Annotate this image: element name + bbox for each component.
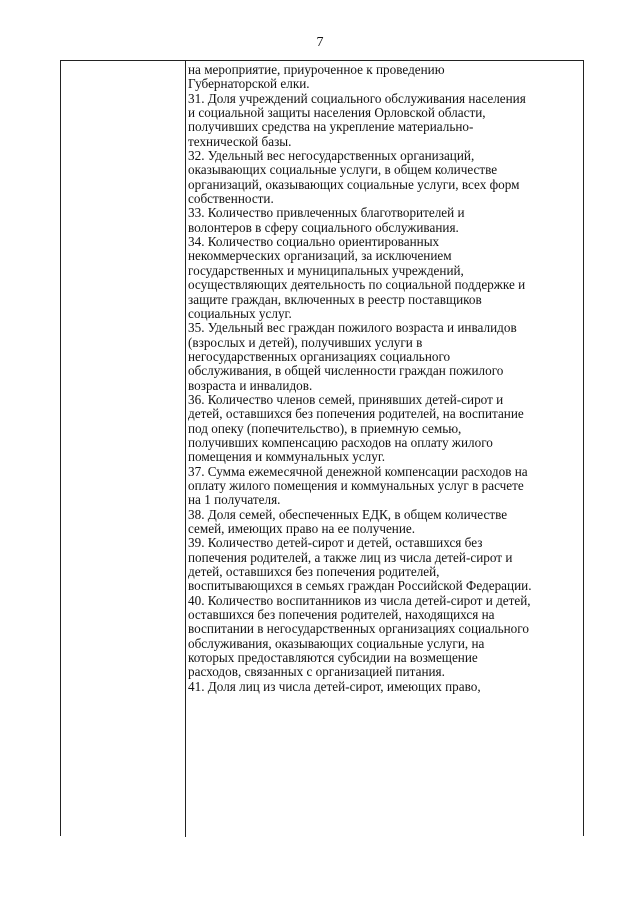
text-line: получивших средства на укрепление материально- <box>188 119 474 135</box>
text-line: возраста и инвалидов. <box>188 377 313 393</box>
text-line: негосударственных организациях социального <box>188 348 451 364</box>
text-line: организаций, оказывающих социальные услуги, всех форм <box>188 176 520 192</box>
text-line: 31. Доля учреждений социального обслуживания населения <box>188 90 526 106</box>
text-line: оказывающих социальные услуги, в общем количестве <box>188 162 498 178</box>
text-line: детей, оставшихся без попечения родителей, на воспитание <box>188 406 524 422</box>
text-line: 37. Сумма ежемесячной денежной компенсации расходов на <box>188 463 528 479</box>
text-line: социальных услуг. <box>188 305 292 321</box>
text-line: 36. Количество членов семей, принявших детей-сирот и <box>188 391 504 407</box>
text-line: 35. Удельный вес граждан пожилого возраста и инвалидов <box>188 320 517 336</box>
text-line: некоммерческих организаций, за исключением <box>188 248 452 264</box>
column-divider <box>185 61 186 837</box>
text-line: осуществляющих деятельность по социальной поддержке и <box>188 277 526 293</box>
text-line: расходов, связанных с организацией питания. <box>188 664 445 680</box>
text-line: Губернаторской елки. <box>188 76 310 92</box>
text-line: 33. Количество привлеченных благотворителей и <box>188 205 465 221</box>
text-line: на мероприятие, приуроченное к проведению <box>188 62 445 77</box>
text-line: 40. Количество воспитанников из числа детей-сирот и детей, <box>188 592 531 608</box>
text-line: детей, оставшихся без попечения родителей, <box>188 564 440 580</box>
text-line: оплату жилого помещения и коммунальных услуг в расчете <box>188 477 524 493</box>
page-number: 7 <box>316 35 324 50</box>
text-line: семей, имеющих право на ее получение. <box>188 521 416 536</box>
text-line: обслуживания, оказывающих социальные услуги, на <box>188 635 485 651</box>
text-line: волонтеров в сферу социального обслуживания. <box>188 219 459 235</box>
text-line: защите граждан, включенных в реестр поставщиков <box>188 291 482 307</box>
text-line: 34. Количество социально ориентированных <box>188 234 440 250</box>
text-line: воспитании в негосударственных организациях социального <box>188 621 529 637</box>
text-line: под опеку (попечительство), в приемную семью, <box>188 420 462 436</box>
text-line: 39. Количество детей-сирот и детей, оставшихся без <box>188 535 483 551</box>
text-line: 41. Доля лиц из числа детей-сирот, имеющих право, <box>188 678 481 694</box>
text-line: государственных и муниципальных учреждений, <box>188 262 464 278</box>
text-line: получивших компенсацию расходов на оплату жилого <box>188 434 493 450</box>
text-line: (взрослых и детей), получивших услуги в <box>188 334 423 350</box>
text-line: которых предоставляются субсидии на возмещение <box>188 650 478 666</box>
indicator-list <box>188 63 584 694</box>
text-line: помещения и коммунальных услуг. <box>188 449 386 465</box>
document-table <box>60 60 584 836</box>
text-line: попечения родителей, а также лиц из числа детей-сирот и <box>188 549 513 565</box>
text-line: обслуживания, в общей численности граждан пожилого <box>188 363 504 379</box>
text-line: 32. Удельный вес негосударственных организаций, <box>188 148 475 164</box>
text-line: воспитывающихся в семьях граждан Российской Федерации. <box>188 578 532 594</box>
text-line: 38. Доля семей, обеспеченных ЕДК, в общем количестве <box>188 506 508 522</box>
text-line: на 1 получателя. <box>188 492 281 508</box>
text-line: собственности. <box>188 191 274 207</box>
text-line: технической базы. <box>188 133 292 149</box>
text-line: оставшихся без попечения родителей, находящихся на <box>188 607 495 623</box>
text-line: и социальной защиты населения Орловской области, <box>188 105 486 121</box>
